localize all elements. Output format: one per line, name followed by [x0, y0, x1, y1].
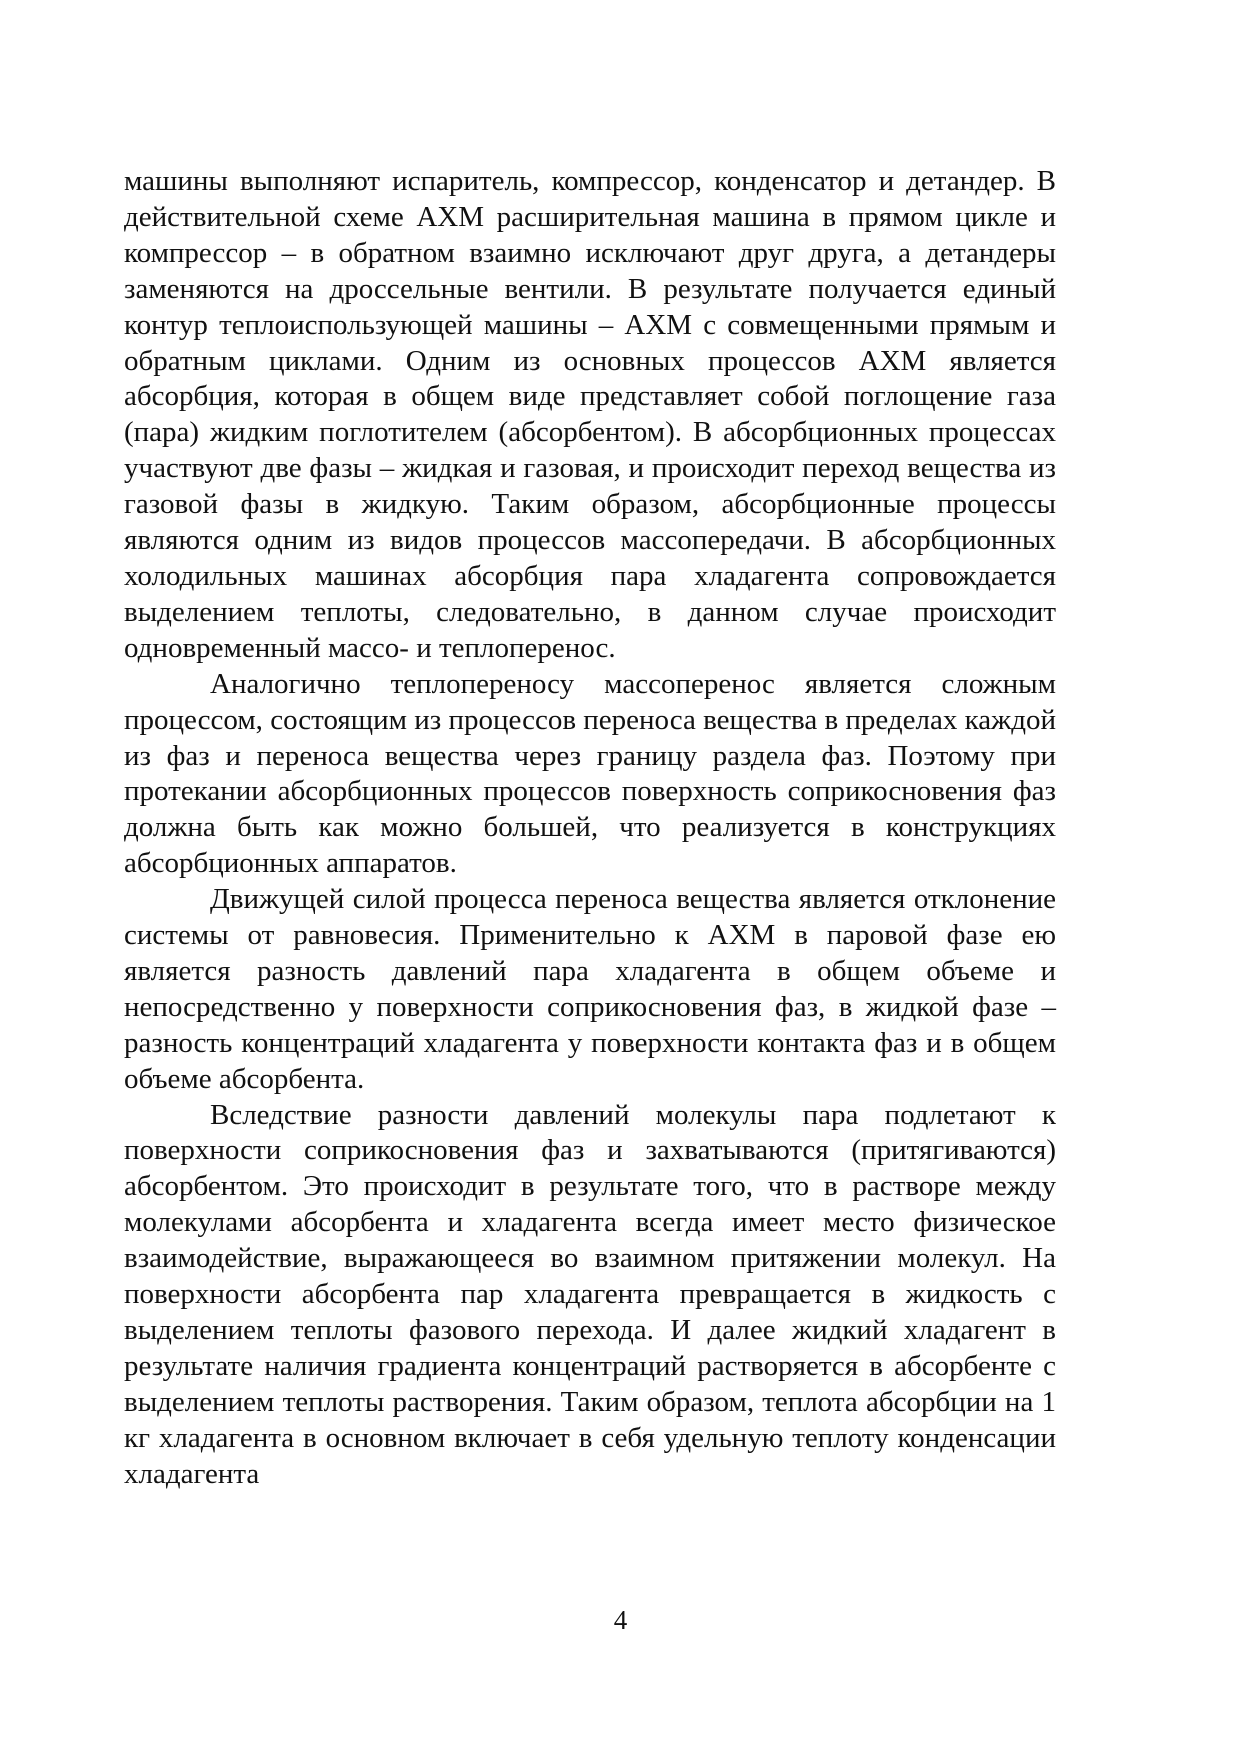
- paragraph-4: Вследствие разности давлений молекулы пара подлетают к поверхности соприкосновения фаз и захватываются (притягиваются) абсорбентом. Это происходит в результате того, что в растворе между молекулами абсорбента и хладагента всегда имеет место физическое взаимодействие, выражающееся во взаимном притяжении молекул. На поверхности абсорбента пар хладагента превращается в жидкость с выделением теплоты фазового перехода. И далее жидкий хладагент в результате наличия градиента концентраций растворяется в абсорбенте с выделением теплоты растворения. Таким образом, теплота абсорбции на 1 кг хладагента в основном включает в себя удельную теплоту конденсации хладагента: [124, 1098, 1056, 1490]
- page-number: 4: [613, 1605, 628, 1635]
- paragraph-1: машины выполняют испаритель, компрессор, конденсатор и детандер. В действительной схеме АХМ расширительная машина в прямом цикле и компрессор – в обратном взаимно исключают друг друга, а детандеры заменяются на дроссельные вентили. В результате получается единый контур теплоиспользующей машины – АХМ с совмещенными прямым и обратным циклами. Одним из основных процессов АХМ является абсорбция, которая в общем виде представляет собой поглощение газа (пара) жидким поглотителем (абсорбентом). В абсорбционных процессах участвуют две фазы – жидкая и газовая, и происходит переход вещества из газовой фазы в жидкую. Таким образом, абсорбционные процессы являются одним из видов процессов массопередачи. В абсорбционных холодильных машинах абсорбция пара хладагента сопровождается выделением теплоты, следовательно, в данном случае происходит одновременный массо- и теплоперенос.: [124, 165, 1056, 664]
- paragraph-2: Аналогично теплопереносу массоперенос является сложным процессом, состоящим из процессов переноса вещества в пределах каждой из фаз и переноса вещества через границу раздела фаз. Поэтому при протекании абсорбционных процессов поверхность соприкосновения фаз должна быть как можно большей, что реализуется в конструкциях абсорбционных аппаратов.: [124, 667, 1056, 880]
- body-text: [124, 164, 1056, 1493]
- paragraph-3: Движущей силой процесса переноса вещества является отклонение системы от равновесия. Применительно к АХМ в паровой фазе ею является разность давлений пара хладагента в общем объеме и непосредственно у поверхности соприкосновения фаз, в жидкой фазе – разность концентраций хладагента у поверхности контакта фаз и в общем объеме абсорбента.: [124, 883, 1056, 1095]
